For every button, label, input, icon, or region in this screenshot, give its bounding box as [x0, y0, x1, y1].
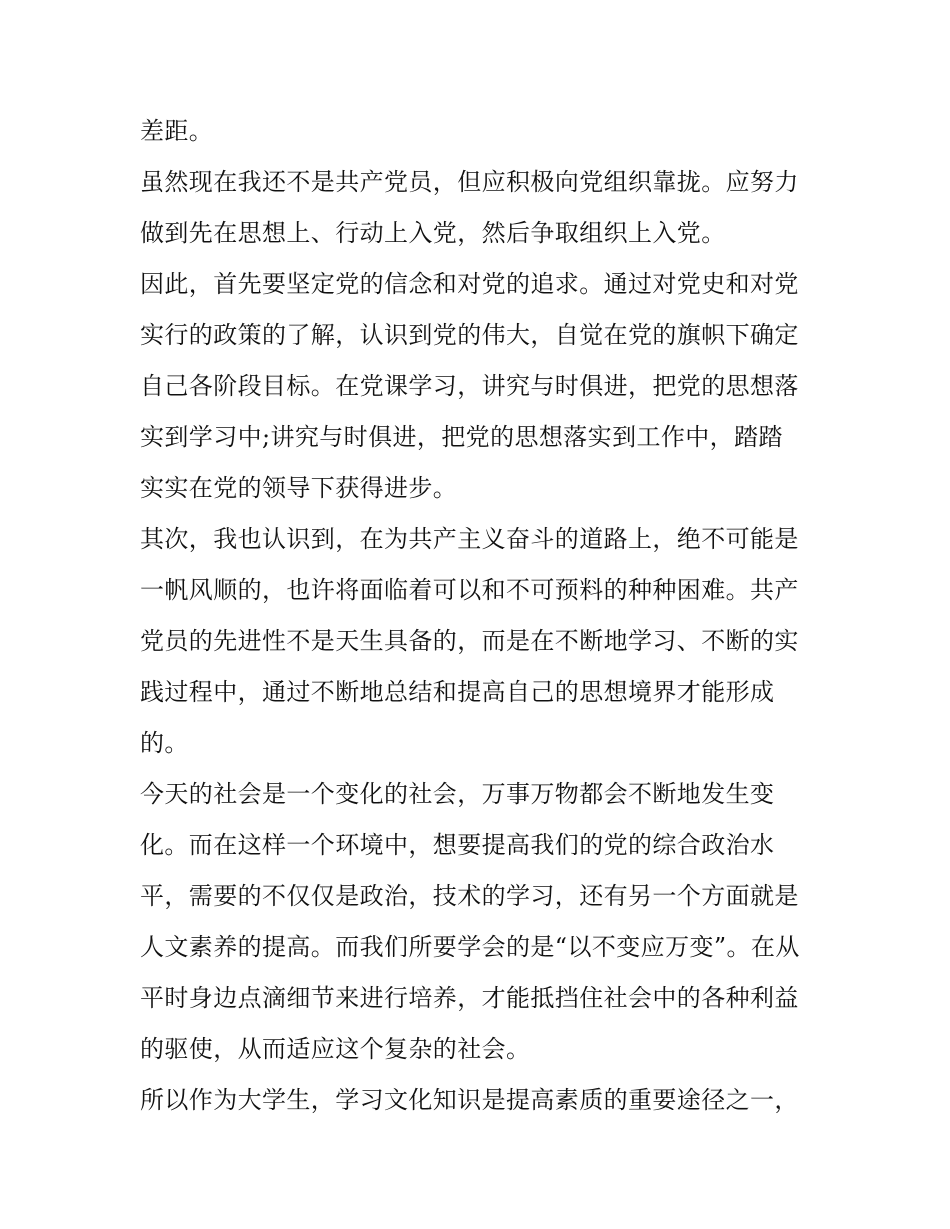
text-line: 其次，我也认识到，在为共产主义奋斗的道路上，绝不可能是: [140, 525, 799, 553]
text-line: 党员的先进性不是天生具备的，而是在不断地学习、不断的实: [140, 627, 799, 655]
text-line: 的驱使，从而适应这个复杂的社会。: [140, 1035, 531, 1063]
text-line: 实行的政策的了解，认识到党的伟大，自觉在党的旗帜下确定: [140, 321, 799, 349]
text-line: 践过程中，通过不断地总结和提高自己的思想境界才能形成: [140, 678, 775, 706]
document-body: [140, 106, 820, 1126]
text-line: 差距。: [140, 117, 214, 145]
text-line: 平，需要的不仅仅是政治，技术的学习，还有另一个方面就是: [140, 882, 799, 910]
paragraph-6: [140, 1075, 820, 1126]
text-line: 实实在党的领导下获得进步。: [140, 474, 458, 502]
paragraph-4: [140, 514, 820, 769]
paragraph-2: [140, 157, 820, 259]
text-line: 人文素养的提高。而我们所要学会的是“以不变应万变”。在从: [140, 933, 800, 961]
paragraph-5: [140, 769, 820, 1075]
text-line: 做到先在思想上、行动上入党，然后争取组织上入党。: [140, 219, 726, 247]
text-line: 因此，首先要坚定党的信念和对党的追求。通过对党史和对党: [140, 270, 799, 298]
text-line: 今天的社会是一个变化的社会，万事万物都会不断地发生变: [140, 780, 775, 808]
text-line: 化。而在这样一个环境中，想要提高我们的党的综合政治水: [140, 831, 775, 859]
paragraph-1: [140, 106, 820, 157]
text-line: 所以作为大学生，学习文化知识是提高素质的重要途径之一，: [140, 1086, 799, 1114]
text-line: 实到学习中;讲究与时俱进，把党的思想落实到工作中，踏踏: [140, 423, 783, 451]
text-line: 自己各阶段目标。在党课学习，讲究与时俱进，把党的思想落: [140, 372, 799, 400]
paragraph-3: [140, 259, 820, 514]
text-line: 平时身边点滴细节来进行培养，才能抵挡住社会中的各种利益: [140, 984, 799, 1012]
text-line: 虽然现在我还不是共产党员，但应积极向党组织靠拢。应努力: [140, 168, 799, 196]
text-line: 一帆风顺的，也许将面临着可以和不可预料的种种困难。共产: [140, 576, 799, 604]
text-line: 的。: [140, 729, 189, 757]
